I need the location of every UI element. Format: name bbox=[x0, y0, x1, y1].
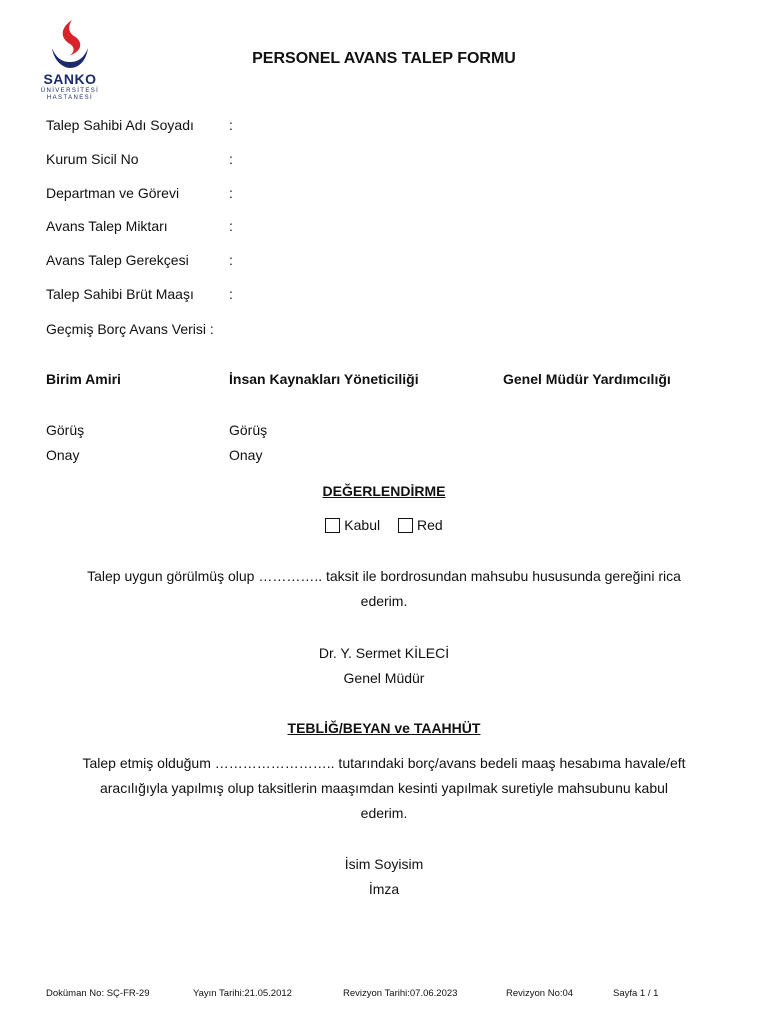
declaration-line2: aracılığıyla yapılmış olup taksitlerin maaşımdan kesinti yapılmak suretiyle mahsubunu kabul bbox=[99, 780, 669, 796]
evaluation-choices bbox=[0, 517, 768, 536]
field-colon: : bbox=[229, 286, 233, 302]
field-label-amount: Avans Talep Miktarı bbox=[46, 218, 168, 234]
footer-page: Sayfa 1 / 1 bbox=[613, 988, 659, 999]
reject-checkbox[interactable] bbox=[398, 517, 443, 533]
evaluation-line2: ederim. bbox=[360, 593, 408, 609]
field-colon: : bbox=[229, 218, 233, 234]
field-label-requester-name: Talep Sahibi Adı Soyadı bbox=[46, 117, 194, 133]
footer-doc-no: Doküman No: SÇ-FR-29 bbox=[46, 988, 150, 999]
declaration-line1: Talep etmiş olduğum …………………….. tutarındaki borç/avans bedeli maaş hesabıma havale/eft bbox=[82, 755, 686, 771]
checkbox-box[interactable] bbox=[398, 518, 413, 533]
signer-title: Genel Müdür bbox=[343, 670, 425, 686]
footer-revision-no: Revizyon No:04 bbox=[506, 988, 574, 999]
signature-label: İmza bbox=[368, 881, 400, 897]
footer-revision-date: Revizyon Tarihi:07.06.2023 bbox=[343, 988, 458, 999]
approval-opinion-label: Görüş bbox=[229, 422, 268, 438]
field-label-gross-salary: Talep Sahibi Brüt Maaşı bbox=[46, 286, 194, 302]
field-label-past-debt: Geçmiş Borç Avans Verisi : bbox=[46, 321, 214, 337]
evaluation-heading: DEĞERLENDİRME bbox=[322, 483, 446, 499]
approval-opinion-label: Görüş bbox=[46, 422, 85, 438]
field-colon: : bbox=[229, 151, 233, 167]
signer-name: Dr. Y. Sermet KİLECİ bbox=[318, 645, 450, 661]
footer-publish-date: Yayın Tarihi:21.05.2012 bbox=[193, 988, 292, 999]
approval-title-hr: İnsan Kaynakları Yöneticiliği bbox=[229, 371, 419, 387]
approval-title-deputy-gm: Genel Müdür Yardımcılığı bbox=[503, 371, 671, 387]
field-colon: : bbox=[229, 117, 233, 133]
logo-line1: ÜNİVERSİTESİ bbox=[40, 88, 100, 94]
declaration-line3: ederim. bbox=[360, 805, 408, 821]
field-colon: : bbox=[229, 185, 233, 201]
field-label-reason: Avans Talep Gerekçesi bbox=[46, 252, 189, 268]
reject-label: Red bbox=[417, 517, 443, 533]
accept-checkbox[interactable] bbox=[325, 517, 380, 533]
evaluation-text bbox=[40, 564, 728, 614]
approval-approve-label: Onay bbox=[46, 447, 80, 463]
accept-label: Kabul bbox=[344, 517, 381, 533]
logo-brand: SANKO bbox=[43, 71, 97, 87]
approval-approve-label: Onay bbox=[229, 447, 263, 463]
field-colon: : bbox=[229, 252, 233, 268]
form-title: PERSONEL AVANS TALEP FORMU bbox=[252, 50, 516, 67]
declaration-heading: TEBLİĞ/BEYAN ve TAAHHÜT bbox=[287, 720, 481, 736]
declaration-text bbox=[40, 751, 728, 826]
evaluation-line1: Talep uygun görülmüş olup ………….. taksit ile bordrosundan mahsubu hususunda gereğini rica bbox=[87, 568, 681, 584]
field-label-department: Departman ve Görevi bbox=[46, 185, 180, 201]
logo-line2: HASTANESİ bbox=[46, 95, 94, 101]
checkbox-box[interactable] bbox=[325, 518, 340, 533]
name-surname-label: İsim Soyisim bbox=[344, 856, 424, 872]
approval-title-unit-supervisor: Birim Amiri bbox=[46, 371, 121, 387]
field-label-registry-no: Kurum Sicil No bbox=[46, 151, 139, 167]
